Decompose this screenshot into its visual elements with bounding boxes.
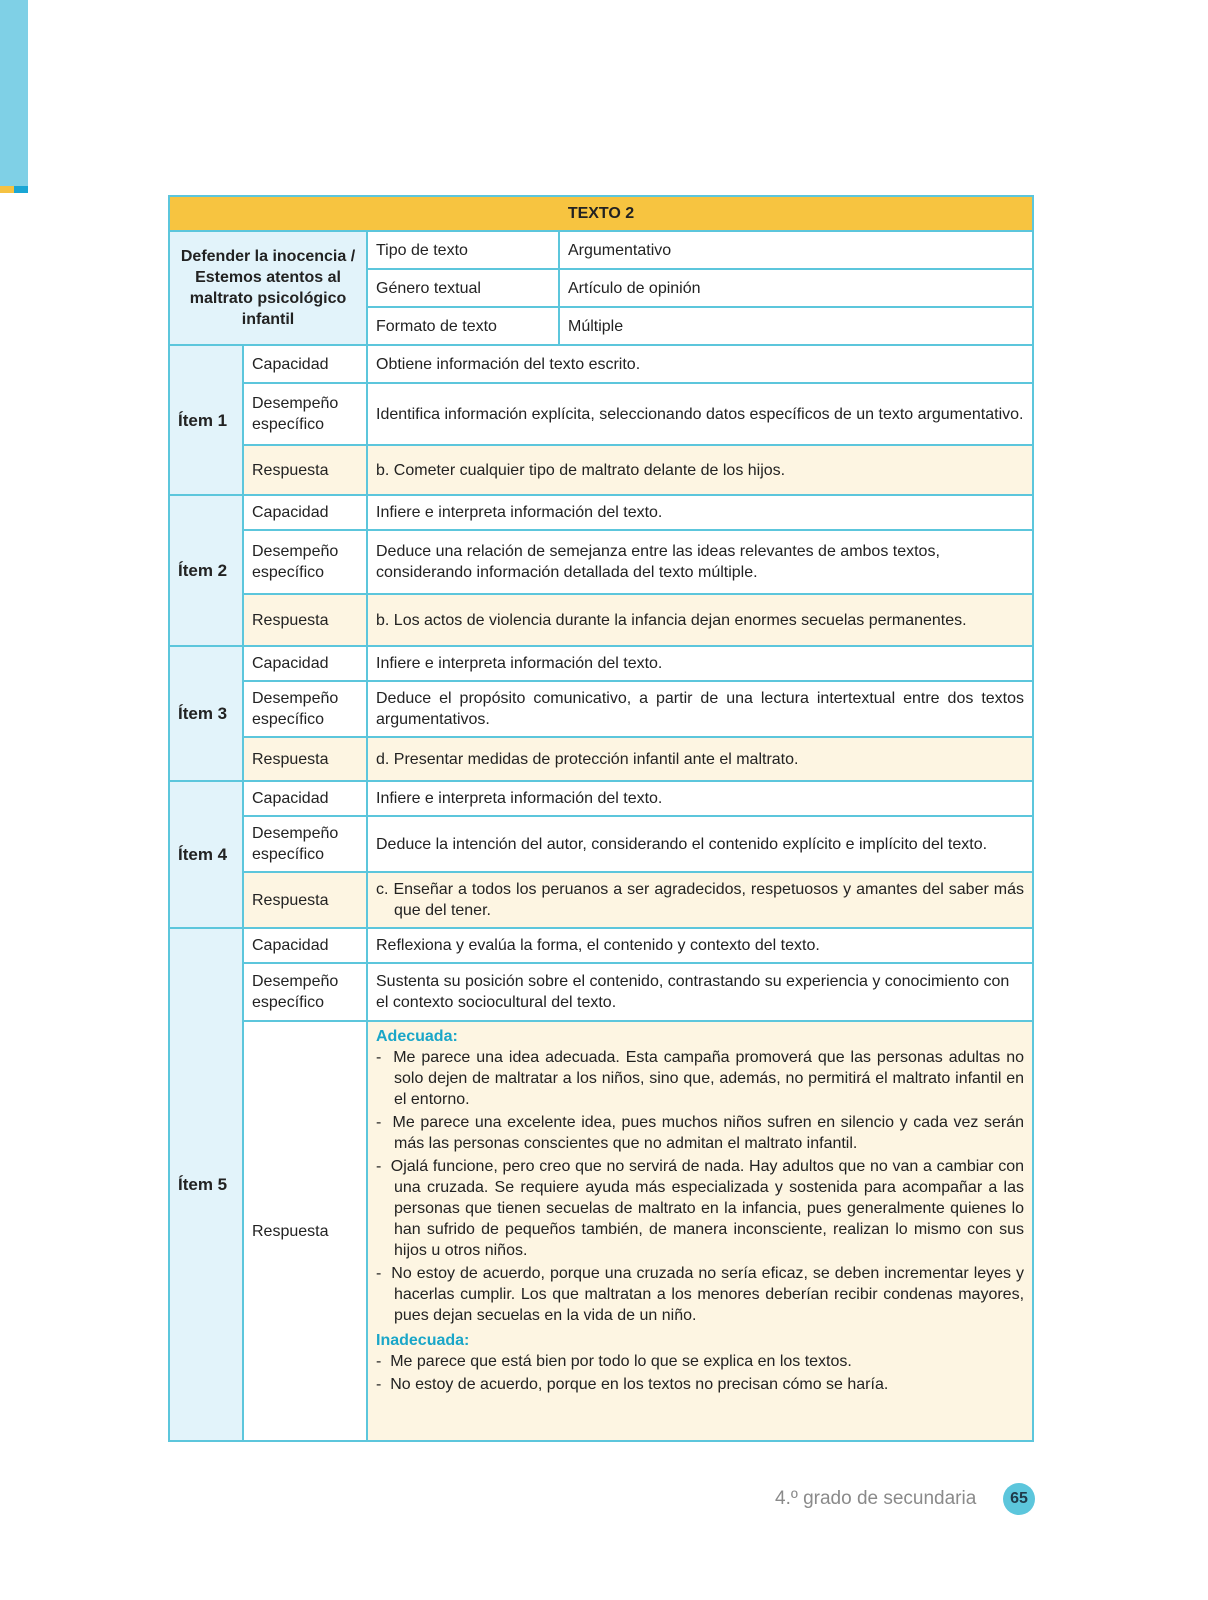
capacidad-label: Capacidad [243, 495, 367, 530]
desempeno-text: Deduce el propósito comunicativo, a partir de una lectura intertextual entre dos textos argumentativos. [367, 681, 1033, 737]
table-header: TEXTO 2 [169, 196, 1033, 231]
bullet-dash: - [376, 1376, 382, 1393]
desempeno-text: Sustenta su posición sobre el contenido, contrastando su experiencia y conocimiento con el contexto sociocultural del texto. [367, 963, 1033, 1021]
capacidad-label: Capacidad [243, 781, 367, 816]
info-value: Argumentativo [559, 231, 1033, 269]
item-label: Ítem 2 [169, 495, 243, 646]
desempeno-text: Identifica información explícita, seleccionando datos específicos de un texto argumentativo. [367, 383, 1033, 445]
info-label: Tipo de texto [367, 231, 559, 269]
capacidad-text: Infiere e interpreta información del texto. [367, 495, 1033, 530]
capacidad-text: Reflexiona y evalúa la forma, el contenido y contexto del texto. [367, 928, 1033, 963]
list-item [376, 1374, 1024, 1395]
list-item-text: Me parece que está bien por todo lo que se explica en los textos. [390, 1353, 852, 1370]
capacidad-text: Infiere e interpreta información del texto. [367, 781, 1033, 816]
list-item [376, 1047, 1024, 1110]
item-label: Ítem 1 [169, 345, 243, 495]
respuesta-label: Respuesta [243, 872, 367, 928]
adecuada-list [376, 1047, 1024, 1326]
info-value: Artículo de opinión [559, 269, 1033, 307]
desempeno-label: Desempeño específico [243, 383, 367, 445]
info-label: Formato de texto [367, 307, 559, 345]
bullet-dash: - [376, 1114, 382, 1131]
item-label: Ítem 4 [169, 781, 243, 928]
desempeno-label: Desempeño específico [243, 530, 367, 594]
bullet-dash: - [376, 1158, 382, 1175]
inadecuada-list [376, 1351, 1024, 1395]
item-label: Ítem 3 [169, 646, 243, 781]
info-value: Múltiple [559, 307, 1033, 345]
list-item-text: Ojalá funcione, pero creo que no servirá de nada. Hay adultos que no van a cambiar con una cruzada. Se requiere ayuda más especializada y sostenida para acompañar a las personas que tienen secuelas de maltrato en la infancia, pues generalmente quienes lo han sufrido de pequeños también, de manera inconsciente, realizan lo mismo con sus hijos u otros niños. [390, 1158, 1025, 1259]
respuesta-label: Respuesta [243, 594, 367, 646]
inadecuada-heading: Inadecuada: [376, 1332, 470, 1349]
side-accent-bar [0, 0, 28, 186]
list-item [376, 1351, 1024, 1372]
capacidad-label: Capacidad [243, 928, 367, 963]
list-item [376, 1263, 1024, 1326]
capacidad-text: Obtiene información del texto escrito. [367, 345, 1033, 383]
list-item-text: No estoy de acuerdo, porque en los textos no precisan cómo se haría. [390, 1376, 889, 1393]
capacidad-text: Infiere e interpreta información del texto. [367, 646, 1033, 681]
respuesta-text: d. Presentar medidas de protección infantil ante el maltrato. [367, 737, 1033, 781]
respuesta-text: b. Cometer cualquier tipo de maltrato delante de los hijos. [367, 445, 1033, 495]
list-item-text: Me parece una excelente idea, pues muchos niños sufren en silencio y cada vez serán más las personas conscientes que no admitan el maltrato infantil. [392, 1114, 1025, 1152]
list-item-text: Me parece una idea adecuada. Esta campaña promoverá que las personas adultas no solo dejen de maltratar a los niños, sino que, además, no permitirá el maltrato infantil en el entorno. [393, 1049, 1025, 1108]
bullet-dash: - [376, 1049, 382, 1066]
respuesta-text: c. Enseñar a todos los peruanos a ser agradecidos, respetuosos y amantes del saber más que del tener. [376, 881, 1025, 919]
respuesta-cell [367, 872, 1033, 928]
respuesta-text: b. Los actos de violencia durante la infancia dejan enormes secuelas permanentes. [367, 594, 1033, 646]
desempeno-text: Deduce la intención del autor, considerando el contenido explícito e implícito del texto. [367, 816, 1033, 872]
respuesta-cell [367, 1021, 1033, 1441]
item-label: Ítem 5 [169, 928, 243, 1441]
side-accent-stripe-yellow [0, 186, 14, 193]
side-accent-stripe-blue [14, 186, 28, 193]
rubric-table [168, 195, 1034, 1442]
footer-grade: 4.º grado de secundaria [775, 1488, 977, 1509]
respuesta-label: Respuesta [243, 737, 367, 781]
bullet-dash: - [376, 1265, 382, 1282]
desempeno-label: Desempeño específico [243, 963, 367, 1021]
desempeno-label: Desempeño específico [243, 816, 367, 872]
page-number: 65 [1003, 1483, 1035, 1515]
list-item [376, 1156, 1024, 1261]
list-item-text: No estoy de acuerdo, porque una cruzada no sería eficaz, se deben incrementar leyes y hacerlas cumplir. Los que maltratan a los menores deberían recibir condenas mayores, pues dejan secuelas en la vida de un niño. [391, 1265, 1025, 1324]
info-label: Género textual [367, 269, 559, 307]
respuesta-label: Respuesta [243, 1021, 367, 1441]
desempeno-text: Deduce una relación de semejanza entre las ideas relevantes de ambos textos, considerando información detallada del texto múltiple. [367, 530, 1033, 594]
list-item [376, 1112, 1024, 1154]
bullet-dash: - [376, 1353, 382, 1370]
adecuada-heading: Adecuada: [376, 1028, 458, 1045]
respuesta-label: Respuesta [243, 445, 367, 495]
desempeno-label: Desempeño específico [243, 681, 367, 737]
text-title: Defender la inocencia / Estemos atentos al maltrato psicológico infantil [169, 231, 367, 345]
capacidad-label: Capacidad [243, 345, 367, 383]
capacidad-label: Capacidad [243, 646, 367, 681]
